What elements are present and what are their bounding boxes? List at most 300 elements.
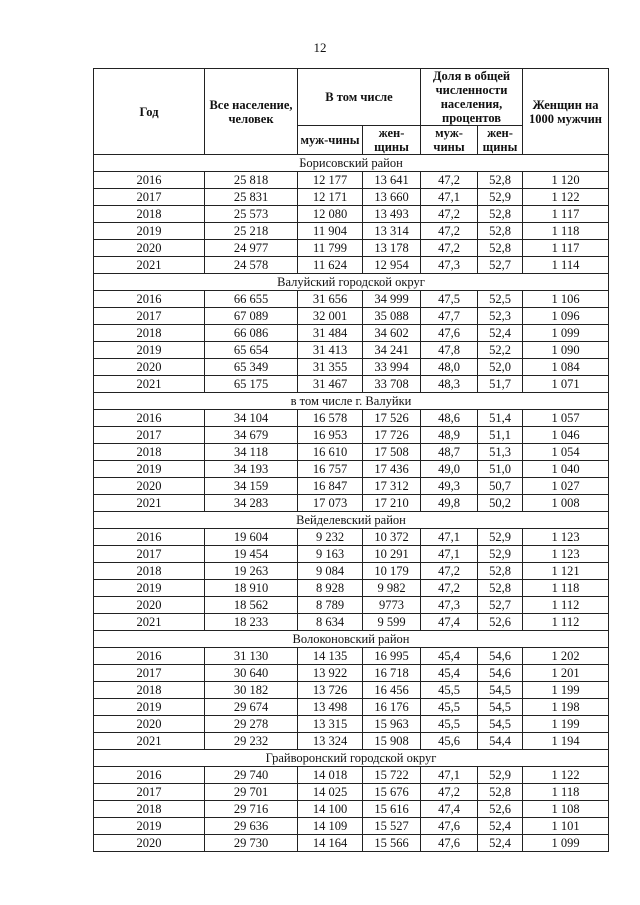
men-cell: 16 610 xyxy=(298,444,363,461)
table-row xyxy=(94,291,609,308)
group-title: Вейделевский район xyxy=(94,512,609,529)
table-row xyxy=(94,784,609,801)
women-share-cell: 52,8 xyxy=(478,580,523,597)
table-row xyxy=(94,835,609,852)
ratio-cell: 1 114 xyxy=(523,257,609,274)
year-cell: 2016 xyxy=(94,648,205,665)
men-cell: 16 847 xyxy=(298,478,363,495)
year-cell: 2017 xyxy=(94,308,205,325)
table-row xyxy=(94,376,609,393)
women-cell: 9 599 xyxy=(363,614,421,631)
men-share-cell: 47,3 xyxy=(421,257,478,274)
men-share-cell: 47,5 xyxy=(421,291,478,308)
women-share-cell: 52,8 xyxy=(478,784,523,801)
year-cell: 2019 xyxy=(94,580,205,597)
women-cell: 17 312 xyxy=(363,478,421,495)
women-cell: 15 676 xyxy=(363,784,421,801)
women-cell: 17 436 xyxy=(363,461,421,478)
women-share-cell: 51,1 xyxy=(478,427,523,444)
header-men-share: муж-чины xyxy=(421,126,478,155)
table-row xyxy=(94,189,609,206)
women-cell: 16 995 xyxy=(363,648,421,665)
men-cell: 16 953 xyxy=(298,427,363,444)
women-cell: 13 493 xyxy=(363,206,421,223)
total-cell: 34 679 xyxy=(205,427,298,444)
header-women-per-1000: Женщин на 1000 мужчин xyxy=(523,69,609,155)
ratio-cell: 1 123 xyxy=(523,529,609,546)
ratio-cell: 1 122 xyxy=(523,767,609,784)
group-title: Грайворонский городской округ xyxy=(94,750,609,767)
women-cell: 13 660 xyxy=(363,189,421,206)
table-row xyxy=(94,682,609,699)
men-cell: 31 413 xyxy=(298,342,363,359)
year-cell: 2020 xyxy=(94,835,205,852)
women-cell: 15 566 xyxy=(363,835,421,852)
ratio-cell: 1 108 xyxy=(523,801,609,818)
ratio-cell: 1 101 xyxy=(523,818,609,835)
women-share-cell: 52,9 xyxy=(478,189,523,206)
men-share-cell: 49,0 xyxy=(421,461,478,478)
men-cell: 8 928 xyxy=(298,580,363,597)
women-cell: 10 179 xyxy=(363,563,421,580)
total-cell: 18 562 xyxy=(205,597,298,614)
group-row xyxy=(94,631,609,648)
total-cell: 65 349 xyxy=(205,359,298,376)
table-row xyxy=(94,699,609,716)
men-share-cell: 47,2 xyxy=(421,223,478,240)
ratio-cell: 1 040 xyxy=(523,461,609,478)
women-cell: 9773 xyxy=(363,597,421,614)
men-cell: 9 084 xyxy=(298,563,363,580)
table-row xyxy=(94,478,609,495)
year-cell: 2017 xyxy=(94,427,205,444)
total-cell: 19 454 xyxy=(205,546,298,563)
year-cell: 2021 xyxy=(94,257,205,274)
ratio-cell: 1 118 xyxy=(523,223,609,240)
men-cell: 13 324 xyxy=(298,733,363,750)
men-share-cell: 47,6 xyxy=(421,818,478,835)
men-cell: 16 578 xyxy=(298,410,363,427)
group-title: Борисовский район xyxy=(94,155,609,172)
header-share: Доля в общей численности населения, процентов xyxy=(421,69,523,126)
men-share-cell: 47,3 xyxy=(421,597,478,614)
group-row xyxy=(94,274,609,291)
ratio-cell: 1 199 xyxy=(523,716,609,733)
ratio-cell: 1 118 xyxy=(523,580,609,597)
men-cell: 16 757 xyxy=(298,461,363,478)
header-women-share: жен-щины xyxy=(478,126,523,155)
women-share-cell: 52,5 xyxy=(478,291,523,308)
total-cell: 25 831 xyxy=(205,189,298,206)
women-share-cell: 52,6 xyxy=(478,614,523,631)
table-row xyxy=(94,325,609,342)
year-cell: 2016 xyxy=(94,291,205,308)
table-row xyxy=(94,223,609,240)
women-share-cell: 54,5 xyxy=(478,682,523,699)
women-share-cell: 52,4 xyxy=(478,835,523,852)
ratio-cell: 1 117 xyxy=(523,206,609,223)
men-share-cell: 47,1 xyxy=(421,767,478,784)
women-cell: 16 176 xyxy=(363,699,421,716)
men-cell: 11 904 xyxy=(298,223,363,240)
men-cell: 8 634 xyxy=(298,614,363,631)
men-cell: 11 624 xyxy=(298,257,363,274)
ratio-cell: 1 090 xyxy=(523,342,609,359)
women-share-cell: 52,6 xyxy=(478,801,523,818)
women-cell: 15 963 xyxy=(363,716,421,733)
table-row xyxy=(94,461,609,478)
total-cell: 25 218 xyxy=(205,223,298,240)
table-row xyxy=(94,427,609,444)
women-share-cell: 52,9 xyxy=(478,529,523,546)
total-cell: 34 159 xyxy=(205,478,298,495)
year-cell: 2016 xyxy=(94,172,205,189)
men-cell: 13 315 xyxy=(298,716,363,733)
table-row xyxy=(94,495,609,512)
table-row xyxy=(94,614,609,631)
year-cell: 2017 xyxy=(94,546,205,563)
table-body xyxy=(94,155,609,852)
table-row xyxy=(94,767,609,784)
women-share-cell: 52,8 xyxy=(478,172,523,189)
men-share-cell: 45,5 xyxy=(421,699,478,716)
men-share-cell: 49,3 xyxy=(421,478,478,495)
women-cell: 16 456 xyxy=(363,682,421,699)
men-cell: 13 498 xyxy=(298,699,363,716)
total-cell: 31 130 xyxy=(205,648,298,665)
table-row xyxy=(94,665,609,682)
women-cell: 10 291 xyxy=(363,546,421,563)
header-women: жен-щины xyxy=(363,126,421,155)
men-share-cell: 47,2 xyxy=(421,563,478,580)
men-cell: 12 080 xyxy=(298,206,363,223)
men-cell: 14 018 xyxy=(298,767,363,784)
ratio-cell: 1 123 xyxy=(523,546,609,563)
women-cell: 10 372 xyxy=(363,529,421,546)
ratio-cell: 1 099 xyxy=(523,325,609,342)
women-share-cell: 54,5 xyxy=(478,716,523,733)
men-share-cell: 47,2 xyxy=(421,240,478,257)
table-row xyxy=(94,563,609,580)
ratio-cell: 1 106 xyxy=(523,291,609,308)
year-cell: 2019 xyxy=(94,342,205,359)
women-cell: 13 314 xyxy=(363,223,421,240)
men-cell: 11 799 xyxy=(298,240,363,257)
table-row xyxy=(94,342,609,359)
total-cell: 25 573 xyxy=(205,206,298,223)
men-share-cell: 45,6 xyxy=(421,733,478,750)
total-cell: 34 283 xyxy=(205,495,298,512)
men-share-cell: 47,2 xyxy=(421,784,478,801)
women-share-cell: 52,3 xyxy=(478,308,523,325)
men-share-cell: 47,6 xyxy=(421,835,478,852)
men-share-cell: 48,0 xyxy=(421,359,478,376)
total-cell: 66 086 xyxy=(205,325,298,342)
total-cell: 66 655 xyxy=(205,291,298,308)
year-cell: 2018 xyxy=(94,444,205,461)
men-cell: 14 025 xyxy=(298,784,363,801)
women-cell: 16 718 xyxy=(363,665,421,682)
year-cell: 2019 xyxy=(94,699,205,716)
population-table xyxy=(93,68,609,852)
women-cell: 15 527 xyxy=(363,818,421,835)
men-share-cell: 48,9 xyxy=(421,427,478,444)
men-cell: 9 232 xyxy=(298,529,363,546)
total-cell: 29 636 xyxy=(205,818,298,835)
total-cell: 18 910 xyxy=(205,580,298,597)
women-share-cell: 51,0 xyxy=(478,461,523,478)
men-share-cell: 47,2 xyxy=(421,580,478,597)
total-cell: 30 640 xyxy=(205,665,298,682)
women-share-cell: 52,8 xyxy=(478,223,523,240)
total-cell: 67 089 xyxy=(205,308,298,325)
women-share-cell: 52,7 xyxy=(478,257,523,274)
men-share-cell: 45,4 xyxy=(421,665,478,682)
total-cell: 30 182 xyxy=(205,682,298,699)
men-share-cell: 45,4 xyxy=(421,648,478,665)
women-share-cell: 52,9 xyxy=(478,546,523,563)
men-share-cell: 47,7 xyxy=(421,308,478,325)
ratio-cell: 1 027 xyxy=(523,478,609,495)
women-cell: 17 726 xyxy=(363,427,421,444)
total-cell: 29 716 xyxy=(205,801,298,818)
total-cell: 19 604 xyxy=(205,529,298,546)
year-cell: 2020 xyxy=(94,359,205,376)
ratio-cell: 1 120 xyxy=(523,172,609,189)
men-cell: 14 109 xyxy=(298,818,363,835)
year-cell: 2021 xyxy=(94,733,205,750)
group-row xyxy=(94,393,609,410)
table-row xyxy=(94,716,609,733)
women-share-cell: 50,2 xyxy=(478,495,523,512)
ratio-cell: 1 057 xyxy=(523,410,609,427)
women-cell: 17 508 xyxy=(363,444,421,461)
group-title: в том числе г. Валуйки xyxy=(94,393,609,410)
year-cell: 2019 xyxy=(94,223,205,240)
women-share-cell: 50,7 xyxy=(478,478,523,495)
ratio-cell: 1 194 xyxy=(523,733,609,750)
women-share-cell: 54,4 xyxy=(478,733,523,750)
total-cell: 25 818 xyxy=(205,172,298,189)
women-share-cell: 52,8 xyxy=(478,563,523,580)
women-cell: 17 526 xyxy=(363,410,421,427)
women-share-cell: 51,4 xyxy=(478,410,523,427)
men-cell: 31 467 xyxy=(298,376,363,393)
total-cell: 24 578 xyxy=(205,257,298,274)
total-cell: 34 193 xyxy=(205,461,298,478)
women-share-cell: 54,5 xyxy=(478,699,523,716)
year-cell: 2016 xyxy=(94,410,205,427)
header-men: муж-чины xyxy=(298,126,363,155)
year-cell: 2021 xyxy=(94,614,205,631)
men-cell: 31 484 xyxy=(298,325,363,342)
header-including: В том числе xyxy=(298,69,421,126)
women-cell: 13 178 xyxy=(363,240,421,257)
men-cell: 13 922 xyxy=(298,665,363,682)
women-share-cell: 54,6 xyxy=(478,648,523,665)
men-cell: 9 163 xyxy=(298,546,363,563)
women-share-cell: 52,2 xyxy=(478,342,523,359)
total-cell: 29 674 xyxy=(205,699,298,716)
table-row xyxy=(94,308,609,325)
page-number: 12 xyxy=(313,40,327,55)
women-share-cell: 51,7 xyxy=(478,376,523,393)
women-share-cell: 52,8 xyxy=(478,206,523,223)
men-share-cell: 45,5 xyxy=(421,682,478,699)
header-year: Год xyxy=(94,69,205,155)
women-cell: 15 908 xyxy=(363,733,421,750)
women-share-cell: 52,4 xyxy=(478,818,523,835)
men-cell: 12 171 xyxy=(298,189,363,206)
women-cell: 33 708 xyxy=(363,376,421,393)
table-row xyxy=(94,546,609,563)
table-row xyxy=(94,444,609,461)
total-cell: 29 232 xyxy=(205,733,298,750)
men-share-cell: 47,1 xyxy=(421,189,478,206)
women-cell: 13 641 xyxy=(363,172,421,189)
table-row xyxy=(94,580,609,597)
table-row xyxy=(94,733,609,750)
group-row xyxy=(94,750,609,767)
year-cell: 2021 xyxy=(94,376,205,393)
year-cell: 2016 xyxy=(94,529,205,546)
men-share-cell: 47,8 xyxy=(421,342,478,359)
women-cell: 17 210 xyxy=(363,495,421,512)
women-share-cell: 52,0 xyxy=(478,359,523,376)
ratio-cell: 1 071 xyxy=(523,376,609,393)
total-cell: 24 977 xyxy=(205,240,298,257)
men-cell: 12 177 xyxy=(298,172,363,189)
year-cell: 2021 xyxy=(94,495,205,512)
table-row xyxy=(94,257,609,274)
table-row xyxy=(94,801,609,818)
women-cell: 15 722 xyxy=(363,767,421,784)
ratio-cell: 1 201 xyxy=(523,665,609,682)
table-row xyxy=(94,172,609,189)
year-cell: 2017 xyxy=(94,784,205,801)
total-cell: 29 740 xyxy=(205,767,298,784)
table-row xyxy=(94,410,609,427)
group-row xyxy=(94,155,609,172)
total-cell: 18 233 xyxy=(205,614,298,631)
table-row xyxy=(94,648,609,665)
total-cell: 29 701 xyxy=(205,784,298,801)
women-cell: 12 954 xyxy=(363,257,421,274)
men-cell: 13 726 xyxy=(298,682,363,699)
year-cell: 2017 xyxy=(94,665,205,682)
ratio-cell: 1 099 xyxy=(523,835,609,852)
ratio-cell: 1 118 xyxy=(523,784,609,801)
men-cell: 14 164 xyxy=(298,835,363,852)
women-cell: 34 999 xyxy=(363,291,421,308)
year-cell: 2016 xyxy=(94,767,205,784)
men-cell: 8 789 xyxy=(298,597,363,614)
men-share-cell: 49,8 xyxy=(421,495,478,512)
women-cell: 34 602 xyxy=(363,325,421,342)
men-share-cell: 45,5 xyxy=(421,716,478,733)
table-row xyxy=(94,529,609,546)
ratio-cell: 1 117 xyxy=(523,240,609,257)
women-share-cell: 54,6 xyxy=(478,665,523,682)
men-share-cell: 47,6 xyxy=(421,325,478,342)
total-cell: 29 278 xyxy=(205,716,298,733)
men-share-cell: 47,2 xyxy=(421,172,478,189)
total-cell: 29 730 xyxy=(205,835,298,852)
men-share-cell: 48,7 xyxy=(421,444,478,461)
men-share-cell: 47,4 xyxy=(421,801,478,818)
ratio-cell: 1 084 xyxy=(523,359,609,376)
year-cell: 2019 xyxy=(94,461,205,478)
ratio-cell: 1 199 xyxy=(523,682,609,699)
women-share-cell: 52,9 xyxy=(478,767,523,784)
group-title: Валуйский городской округ xyxy=(94,274,609,291)
women-cell: 34 241 xyxy=(363,342,421,359)
ratio-cell: 1 121 xyxy=(523,563,609,580)
group-title: Волоконовский район xyxy=(94,631,609,648)
header-total: Все население, человек xyxy=(205,69,298,155)
women-share-cell: 52,4 xyxy=(478,325,523,342)
men-share-cell: 47,1 xyxy=(421,529,478,546)
year-cell: 2018 xyxy=(94,801,205,818)
total-cell: 34 104 xyxy=(205,410,298,427)
men-share-cell: 47,2 xyxy=(421,206,478,223)
year-cell: 2018 xyxy=(94,325,205,342)
men-share-cell: 47,4 xyxy=(421,614,478,631)
group-row xyxy=(94,512,609,529)
table-row xyxy=(94,206,609,223)
total-cell: 65 175 xyxy=(205,376,298,393)
table-row xyxy=(94,597,609,614)
year-cell: 2018 xyxy=(94,206,205,223)
ratio-cell: 1 112 xyxy=(523,597,609,614)
ratio-cell: 1 054 xyxy=(523,444,609,461)
men-share-cell: 47,1 xyxy=(421,546,478,563)
men-cell: 31 656 xyxy=(298,291,363,308)
women-cell: 35 088 xyxy=(363,308,421,325)
men-cell: 17 073 xyxy=(298,495,363,512)
ratio-cell: 1 096 xyxy=(523,308,609,325)
year-cell: 2020 xyxy=(94,716,205,733)
women-share-cell: 51,3 xyxy=(478,444,523,461)
total-cell: 34 118 xyxy=(205,444,298,461)
ratio-cell: 1 008 xyxy=(523,495,609,512)
women-cell: 33 994 xyxy=(363,359,421,376)
women-cell: 15 616 xyxy=(363,801,421,818)
year-cell: 2018 xyxy=(94,682,205,699)
ratio-cell: 1 112 xyxy=(523,614,609,631)
table-row xyxy=(94,240,609,257)
year-cell: 2020 xyxy=(94,478,205,495)
men-share-cell: 48,6 xyxy=(421,410,478,427)
ratio-cell: 1 198 xyxy=(523,699,609,716)
women-share-cell: 52,7 xyxy=(478,597,523,614)
ratio-cell: 1 046 xyxy=(523,427,609,444)
men-cell: 32 001 xyxy=(298,308,363,325)
year-cell: 2017 xyxy=(94,189,205,206)
year-cell: 2018 xyxy=(94,563,205,580)
year-cell: 2019 xyxy=(94,818,205,835)
table-row xyxy=(94,359,609,376)
year-cell: 2020 xyxy=(94,240,205,257)
total-cell: 65 654 xyxy=(205,342,298,359)
men-cell: 14 100 xyxy=(298,801,363,818)
ratio-cell: 1 122 xyxy=(523,189,609,206)
total-cell: 19 263 xyxy=(205,563,298,580)
men-share-cell: 48,3 xyxy=(421,376,478,393)
women-cell: 9 982 xyxy=(363,580,421,597)
table-row xyxy=(94,818,609,835)
men-cell: 14 135 xyxy=(298,648,363,665)
